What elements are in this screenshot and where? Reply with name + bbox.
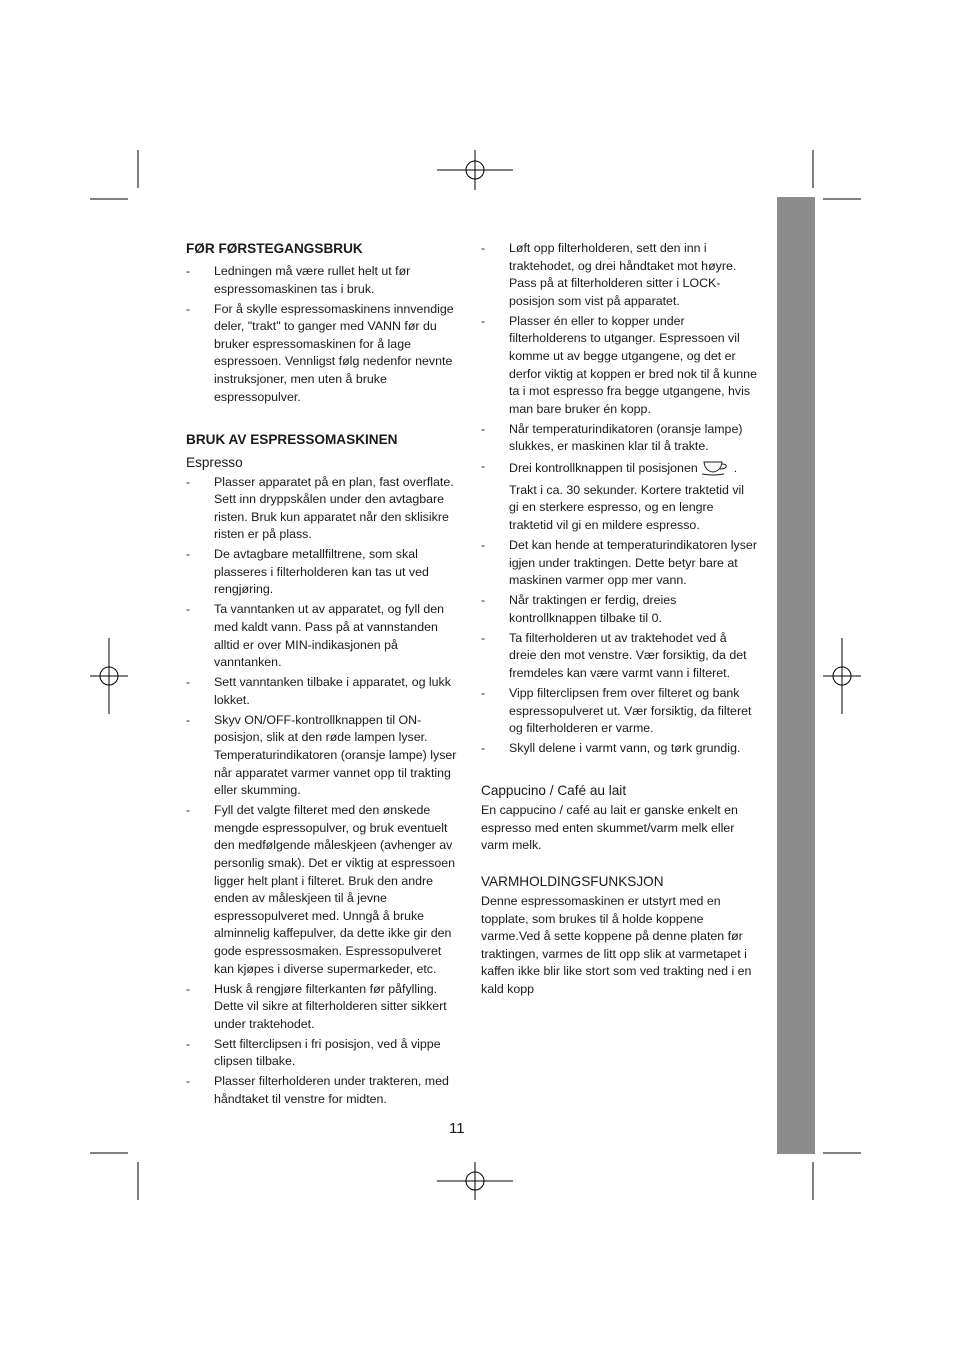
list-item: - Ta filterholderen ut av traktehodet ved å dreie den mot venstre. Vær forsiktig, da det fremdeles kan være varmt vann i filteret.: [481, 630, 757, 683]
list-item: - Ta vanntanken ut av apparatet, og fyll den med kaldt vann. Pass på at vannstanden alltid er over MIN-indikasjonen på vanntanken.: [186, 601, 460, 671]
list-item: - Sett vanntanken tilbake i apparatet, og lukk lokket.: [186, 674, 460, 709]
list-item: - Ledningen må være rullet helt ut før espressomaskinen tas i bruk.: [186, 263, 460, 298]
espresso-steps-list: [186, 474, 460, 1109]
list-item: - Når traktingen er ferdig, dreies kontrollknappen tilbake til 0.: [481, 592, 757, 627]
list-item: - Løft opp filterholderen, sett den inn i traktehodet, og drei håndtaket mot høyre. Pass på at filterholderen sitter i LOCK-posisjon som vist på apparatet.: [481, 240, 757, 310]
list-item: - Husk å rengjøre filterkanten før påfylling. Dette vil sikre at filterholderen sitter sikkert under traktehodet.: [186, 981, 460, 1034]
cup-item-text-before: Drei kontrollknappen til posisjonen: [509, 461, 698, 476]
right-column: [481, 240, 757, 998]
list-item: - Plasser apparatet på en plan, fast overflate. Sett inn dryppskålen under den avtagbare risten. Bruk kun apparatet når den sklisikre risten er på plass.: [186, 474, 460, 544]
list-item: - Skyv ON/OFF-kontrollknappen til ON-posisjon, slik at den røde lampen lyser. Temperaturindikatoren (oransje lampe) lyser når apparatet varmer vannet opp til trakting eller skumming.: [186, 712, 460, 800]
first-use-list: [186, 263, 460, 406]
espresso-steps-continued-list: [481, 240, 757, 758]
list-item: - Plasser filterholderen under trakteren, med håndtaket til venstre for midten.: [186, 1073, 460, 1108]
cup-item-text-after: . Trakt i ca. 30 sekunder. Kortere traktetid vil gi en sterkere espresso, og en lengre traktetid vil gi en mildere espresso.: [509, 461, 745, 533]
cappuccino-text: En cappucino / café au lait er ganske enkelt en espresso med enten skummet/varm melk eller varm melk.: [481, 803, 738, 853]
page-number: 11: [449, 1120, 465, 1137]
registration-mark-right: [823, 638, 861, 714]
using-heading: BRUK AV ESPRESSOMASKINEN: [186, 431, 398, 447]
list-item: - For å skylle espressomaskinens innvendige deler, "trakt" to ganger med VANN før du bruker espressomaskinen for å lage espressoen. Vennligst følg nedenfor nevnte instruksjoner, men uten å bruke espressopulver.: [186, 301, 460, 407]
registration-mark-left: [90, 638, 128, 714]
list-item: - Plasser én eller to kopper under filterholderens to utganger. Espressoen vil komme ut av begge utgangene, og det er derfor viktig at koppen er bred nok til å kunne ta i mot espresso fra begge utgangene, hvis man bare bruker én kopp.: [481, 313, 757, 419]
registration-mark-top: [437, 150, 513, 190]
registration-mark-bottom: [437, 1162, 513, 1200]
list-item: - Sett filterclipsen i fri posisjon, ved å vippe clipsen tilbake.: [186, 1036, 460, 1071]
warming-heading: VARMHOLDINGSFUNKSJON: [481, 873, 664, 889]
list-item: - Fyll det valgte filteret med den ønskede mengde espressopulver, og bruk eventuelt den medfølgende måleskjeen (avhenger av personlig smak). Det er viktig at espressoen ligger helt plant i filteret. Bruk den andre enden av måleskjeen til å jevne espressopulveret med. Unngå å bruke alminnelig kaffepulver, da dette ikke gir den gode espressosmaken. Espressopulveret kan kjøpes i diverse supermarkeder, etc.: [186, 802, 460, 978]
warming-text: Denne espressomaskinen er utstyrt med en topplate, som brukes til å holde koppene varme.Ved å sette koppene på denne platen før traktingen, varmes de litt opp slik at varmetapet i kaffen ikke blir like stort som ved trakting ned i en kald kopp: [481, 893, 752, 996]
cappuccino-heading: Cappucino / Café au lait: [481, 783, 627, 799]
espresso-subheading: Espresso: [186, 454, 243, 470]
list-item: - Det kan hende at temperaturindikatoren lyser igjen under traktingen. Dette betyr bare at maskinen varmer opp mer vann.: [481, 537, 757, 590]
language-tab: [777, 197, 815, 1154]
list-item: - Skyll delene i varmt vann, og tørk grundig.: [481, 740, 757, 758]
left-column: [186, 240, 460, 1111]
espresso-cup-icon: [701, 458, 731, 482]
first-use-heading: FØR FØRSTEGANGSBRUK: [186, 241, 363, 256]
list-item: - Når temperaturindikatoren (oransje lampe) slukkes, er maskinen klar til å trakte.: [481, 421, 757, 456]
list-item: - De avtagbare metallfiltrene, som skal plasseres i filterholderen kan tas ut ved rengjøring.: [186, 546, 460, 599]
list-item: - Vipp filterclipsen frem over filteret og bank espressopulveret ut. Vær forsiktig, da filteret og filterholderen er varme.: [481, 685, 757, 738]
list-item-with-icon: [481, 458, 757, 534]
